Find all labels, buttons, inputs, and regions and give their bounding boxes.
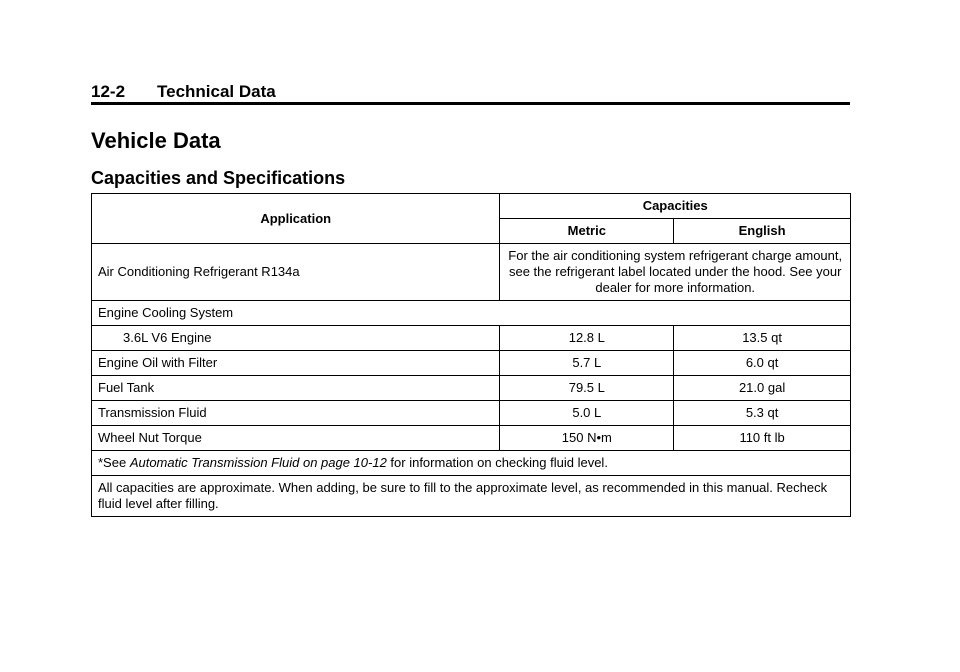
- english-value: 6.0 qt: [674, 351, 851, 376]
- table-row: [92, 351, 851, 376]
- english-value: 21.0 gal: [674, 376, 851, 401]
- metric-value: 12.8 L: [500, 326, 674, 351]
- section-subtitle: Capacities and Specifications: [91, 168, 346, 188]
- english-value: 5.3 qt: [674, 401, 851, 426]
- row-label: Transmission Fluid: [92, 401, 500, 426]
- footnote-reference-link[interactable]: Automatic Transmission Fluid on page 10-12: [129, 455, 387, 470]
- ac-note: For the air conditioning system refrigerant charge amount, see the refrigerant label located under the hood. See your dealer for more information.: [500, 244, 851, 301]
- table-row: [92, 326, 851, 351]
- header-capacities: Capacities: [500, 194, 851, 219]
- footnote-suffix: for information on checking fluid level.: [386, 455, 608, 470]
- row-label: Wheel Nut Torque: [92, 426, 500, 451]
- capacities-table: [91, 193, 851, 517]
- row-label: Engine Cooling System: [92, 301, 851, 326]
- row-label: 3.6L V6 Engine: [92, 326, 500, 351]
- section-title: Technical Data: [157, 82, 276, 101]
- table-row: [92, 401, 851, 426]
- note-row: [92, 476, 851, 517]
- page-title: Vehicle Data: [91, 128, 221, 153]
- english-value: 13.5 qt: [674, 326, 851, 351]
- metric-value: 150 N•m: [500, 426, 674, 451]
- header-english: English: [674, 219, 851, 244]
- row-label: Fuel Tank: [92, 376, 500, 401]
- metric-value: 5.7 L: [500, 351, 674, 376]
- table-row: [92, 301, 851, 326]
- footnote-row: [92, 451, 851, 476]
- metric-value: 79.5 L: [500, 376, 674, 401]
- header-metric: Metric: [500, 219, 674, 244]
- general-note: All capacities are approximate. When adding, be sure to fill to the approximate level, as recommended in this manual. Recheck fluid level after filling.: [92, 476, 851, 517]
- page-number: 12-2: [91, 82, 126, 101]
- row-label: Engine Oil with Filter: [92, 351, 500, 376]
- table-row: [92, 426, 851, 451]
- table-row: [92, 244, 851, 301]
- running-head: [91, 82, 850, 102]
- table-row: [92, 376, 851, 401]
- metric-value: 5.0 L: [500, 401, 674, 426]
- header-rule: [91, 102, 850, 105]
- footnote-prefix: *See: [98, 455, 130, 470]
- table-header-row: [92, 194, 851, 219]
- english-value: 110 ft lb: [674, 426, 851, 451]
- row-label: Air Conditioning Refrigerant R134a: [92, 244, 500, 301]
- footnote: [92, 451, 851, 476]
- header-application: Application: [92, 194, 500, 244]
